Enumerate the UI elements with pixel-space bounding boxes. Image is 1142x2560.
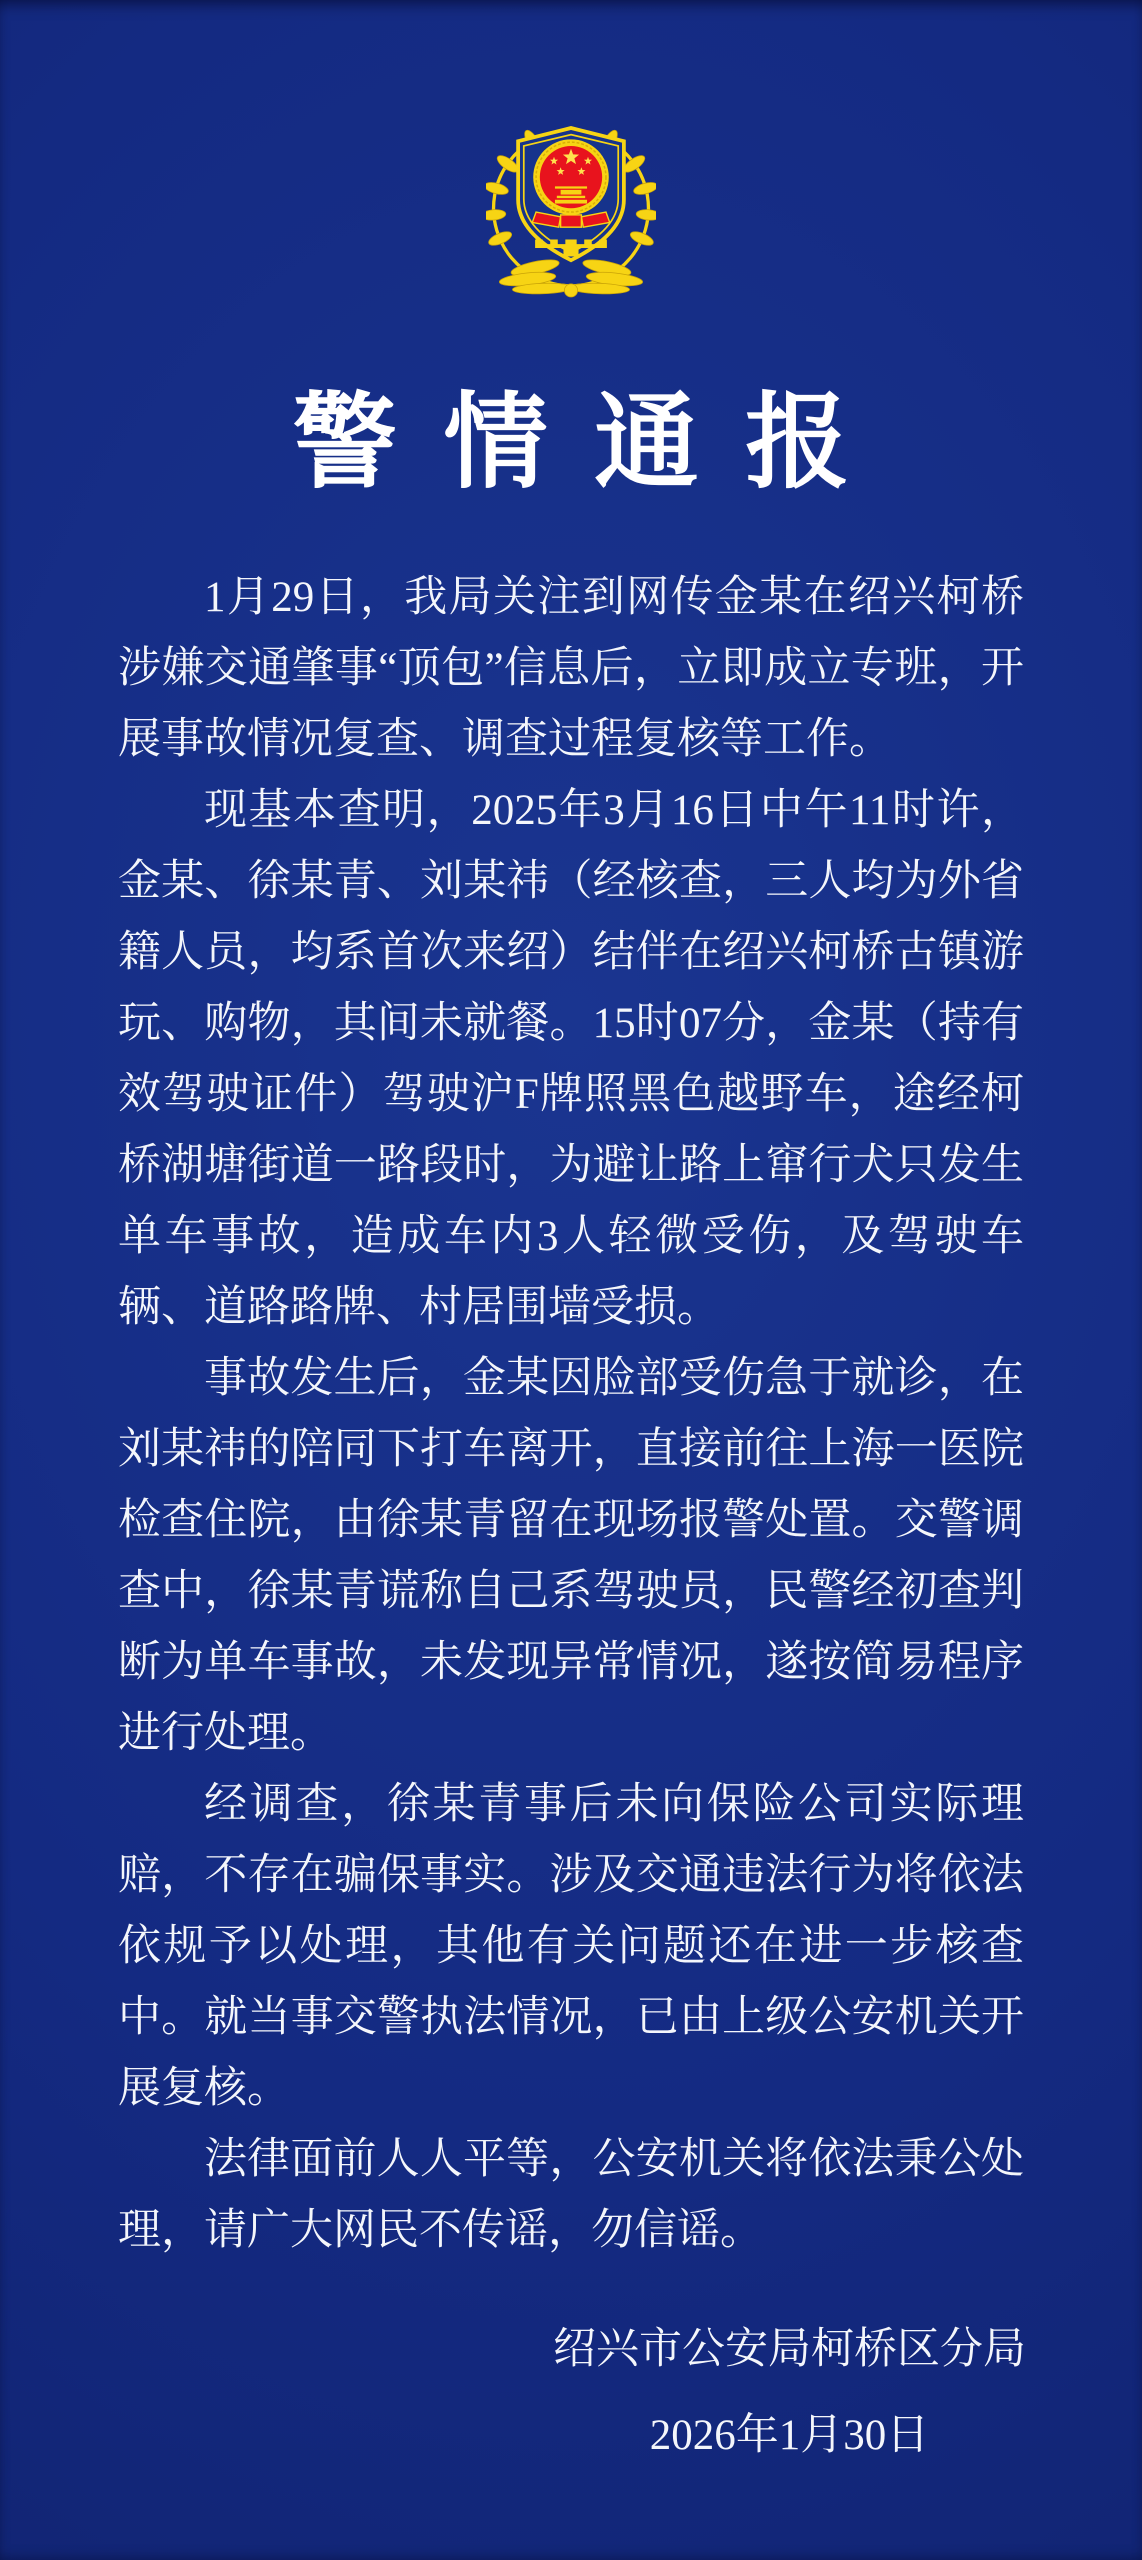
police-emblem-svg — [486, 118, 656, 308]
notice-title: 警情通报 — [292, 386, 896, 501]
notice-paragraph: 1月29日，我局关注到网传金某在绍兴柯桥涉嫌交通肇事“顶包”信息后，立即成立专班，开展事故情况复查、调查过程复核等工作。 — [118, 574, 1024, 764]
signature-block — [553, 2320, 1026, 2466]
issue-date: 2026年1月30日 — [649, 2412, 930, 2460]
notice-paragraph: 现基本查明，2025年3月16日中午11时许，金某、徐某青、刘某祎（经核查，三人均为外省籍人员，均系首次来绍）结伴在绍兴柯桥古镇游玩、购物，其间未就餐。15时07分，金某（持有效驾驶证件）驾驶沪F牌照黑色越野车，途经柯桥湖塘街道一路段时，为避让路上窜行犬只发生单车事故，造成车内3人轻微受伤，及驾驶车辆、道路路牌、村居围墙受损。 — [118, 787, 1024, 1332]
china-police-emblem-icon — [486, 118, 656, 308]
notice-paragraph: 事故发生后，金某因脸部受伤急于就诊，在刘某祎的陪同下打车离开，直接前往上海一医院检查住院，由徐某青留在现场报警处置。交警调查中，徐某青谎称自己系驾驶员，民警经初查判断为单车事故，未发现异常情况，遂按简易程序进行处理。 — [118, 1355, 1024, 1758]
issuing-authority: 绍兴市公安局柯桥区分局 — [553, 2326, 1026, 2374]
notice-paragraph: 法律面前人人平等，公安机关将依法秉公处理，请广大网民不传谣，勿信谣。 — [118, 2136, 1024, 2255]
notice-paragraph: 经调查，徐某青事后未向保险公司实际理赔，不存在骗保事实。涉及交通违法行为将依法依规予以处理，其他有关问题还在进一步核查中。就当事交警执法情况，已由上级公安机关开展复核。 — [118, 1781, 1024, 2113]
notice-body — [0, 562, 1142, 2266]
